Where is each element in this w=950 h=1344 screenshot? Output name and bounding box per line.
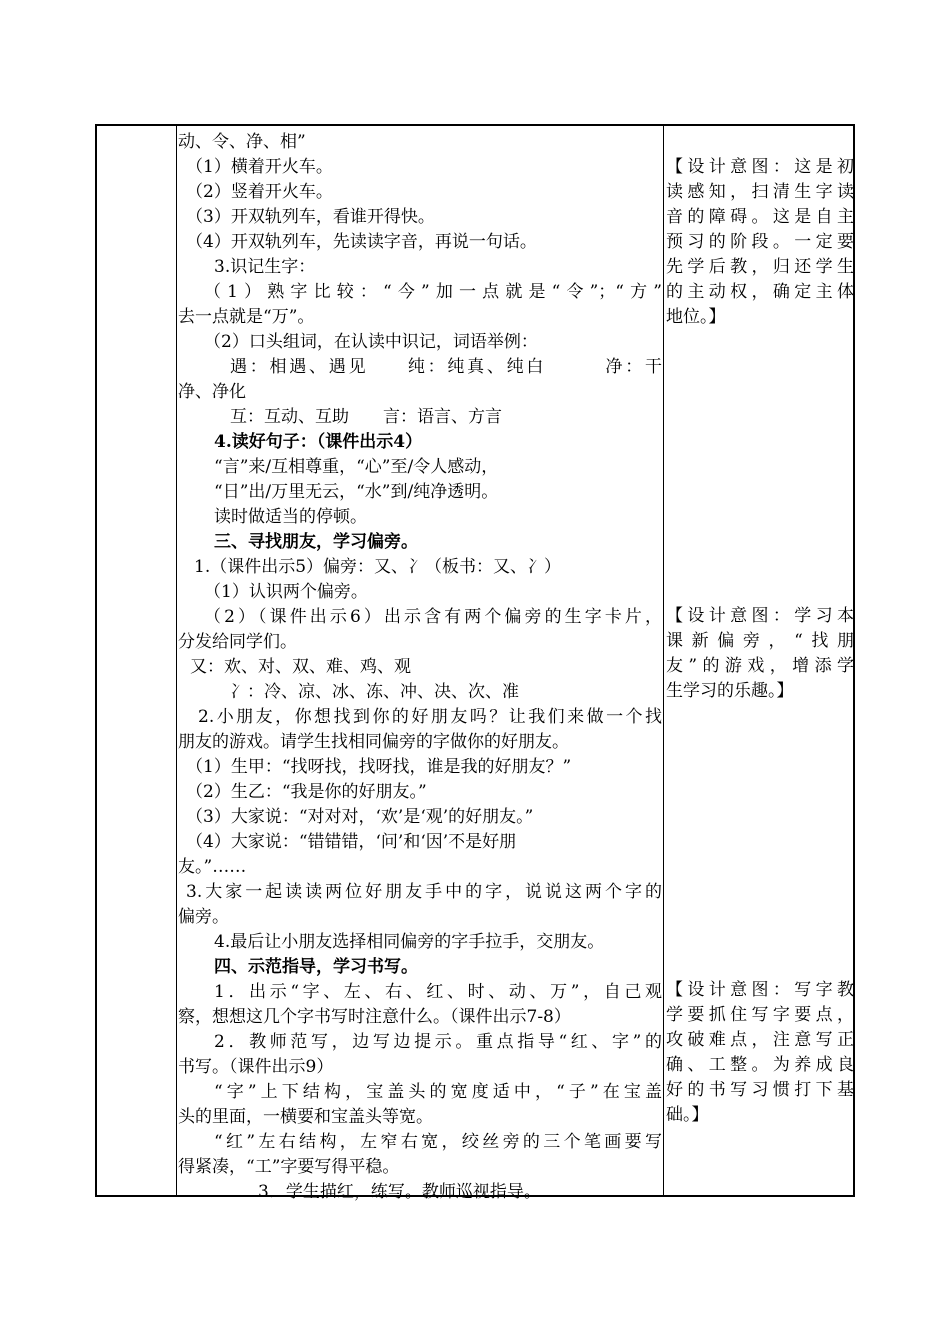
text-line: 友。”…… xyxy=(178,857,247,877)
note-line: 【设计意图：学习本 xyxy=(666,606,854,626)
text-line: 读时做适当的停顿。 xyxy=(214,507,367,527)
text-line: 三、寻找朋友，学习偏旁。 xyxy=(214,532,418,552)
text-line: 冫：冷、凉、冰、冻、冲、决、次、准 xyxy=(230,682,519,702)
column-divider-right xyxy=(663,126,664,1195)
text-line: （2）（课件出示6）出示含有两个偏旁的生字卡片， xyxy=(204,607,662,627)
text-line: 书写。（课件出示9） xyxy=(178,1057,334,1077)
note-line: 确、工整。为养成良 xyxy=(666,1055,854,1075)
text-line: （2）口头组词，在认读中识记，词语举例： xyxy=(204,332,538,352)
text-line: 1.（课件出示5）偏旁：又、冫（板书：又、冫） xyxy=(194,557,562,577)
design-intent-note-2 xyxy=(666,604,854,704)
note-line: 友”的游戏，增添学 xyxy=(666,656,854,676)
note-line: 读感知，扫清生字读 xyxy=(666,182,854,202)
text-line: 1．出示“字、左、右、红、时、动、万”，自己观 xyxy=(214,982,662,1002)
column-divider-left xyxy=(176,126,177,1195)
note-line: 的主动权，确定主体 xyxy=(666,282,854,302)
note-line: 课新偏旁，“找朋 xyxy=(666,631,854,651)
text-line: 3.识记生字： xyxy=(214,257,316,277)
teaching-process-column xyxy=(178,130,662,1205)
text-line: 4.最后让小朋友选择相同偏旁的字手拉手，交朋友。 xyxy=(214,932,605,952)
text-line: （1）横着开火车。 xyxy=(186,157,333,177)
text-line: （2）生乙：“我是你的好朋友。” xyxy=(186,782,427,802)
text-line: （3）开双轨列车，看谁开得快。 xyxy=(186,207,435,227)
text-line: 遇：相遇、遇见 纯：纯真、纯白 净：干 xyxy=(230,357,662,377)
text-line: 去一点就是“万”。 xyxy=(178,307,315,327)
lesson-plan-table xyxy=(95,124,855,1202)
text-line: 朋友的游戏。请学生找相同偏旁的字做你的好朋友。 xyxy=(178,732,569,752)
text-line: 又：欢、对、双、难、鸡、观 xyxy=(190,657,411,677)
text-line: 3．学生描红，练写。教师巡视指导。 xyxy=(258,1182,541,1202)
text-line: “日”出/万里无云，“水”到/纯净透明。 xyxy=(214,482,499,502)
note-line: 先学后教，归还学生 xyxy=(666,257,854,277)
text-line: “言”来/互相尊重，“心”至/令人感动， xyxy=(214,457,499,477)
text-line: （3）大家说：“对对对，‘欢’是‘观’的好朋友。” xyxy=(186,807,534,827)
note-line: 攻破难点，注意写正 xyxy=(666,1030,854,1050)
text-line: 偏旁。 xyxy=(178,907,229,927)
note-line: 【设计意图：写字教 xyxy=(666,980,854,1000)
text-line: 4.读好句子：（课件出示4） xyxy=(214,432,423,452)
text-line: 头的里面，一横要和宝盖头等宽。 xyxy=(178,1107,433,1127)
note-line: 学要抓住写字要点， xyxy=(666,1005,854,1025)
note-line: 生学习的乐趣。】 xyxy=(666,681,794,701)
note-line: 好的书写习惯打下基 xyxy=(666,1080,854,1100)
design-intent-note-1 xyxy=(666,155,854,330)
text-line: “红”左右结构，左窄右宽，绞丝旁的三个笔画要写 xyxy=(214,1132,662,1152)
text-line: 3.大家一起读读两位好朋友手中的字，说说这两个字的 xyxy=(186,882,662,902)
text-line: （4）大家说：“错错错，‘问’和‘因’不是好朋 xyxy=(186,832,517,852)
text-line: （1）生甲：“找呀找，找呀找，谁是我的好朋友？” xyxy=(186,757,572,777)
note-line: 地位。】 xyxy=(666,307,726,327)
text-line: （1）熟字比较：“今”加一点就是“令”；“方” xyxy=(204,282,662,302)
text-line: 动、令、净、相” xyxy=(178,132,306,152)
note-line: 音的障碍。这是自主 xyxy=(666,207,854,227)
text-line: “字”上下结构，宝盖头的宽度适中，“子”在宝盖 xyxy=(214,1082,662,1102)
text-line: 分发给同学们。 xyxy=(178,632,297,652)
text-line: 察，想想这几个字书写时注意什么。（课件出示7-8） xyxy=(178,1007,571,1027)
text-line: 四、示范指导，学习书写。 xyxy=(214,957,418,977)
text-line: 2.小朋友，你想找到你的好朋友吗？让我们来做一个找 xyxy=(198,707,662,727)
note-line: 础。】 xyxy=(666,1105,709,1125)
text-line: 净、净化 xyxy=(178,382,246,402)
text-line: （1）认识两个偏旁。 xyxy=(204,582,368,602)
text-line: （2）竖着开火车。 xyxy=(186,182,333,202)
text-line: （4）开双轨列车，先读读字音，再说一句话。 xyxy=(186,232,537,252)
note-line: 预习的阶段。一定要 xyxy=(666,232,854,252)
text-line: 得紧凑，“工”字要写得平稳。 xyxy=(178,1157,400,1177)
note-line: 【设计意图：这是初 xyxy=(666,157,854,177)
text-line: 2．教师范写，边写边提示。重点指导“红、字”的 xyxy=(214,1032,662,1052)
design-intent-note-3 xyxy=(666,978,854,1128)
text-line: 互：互动、互助 言：语言、方言 xyxy=(230,407,502,427)
